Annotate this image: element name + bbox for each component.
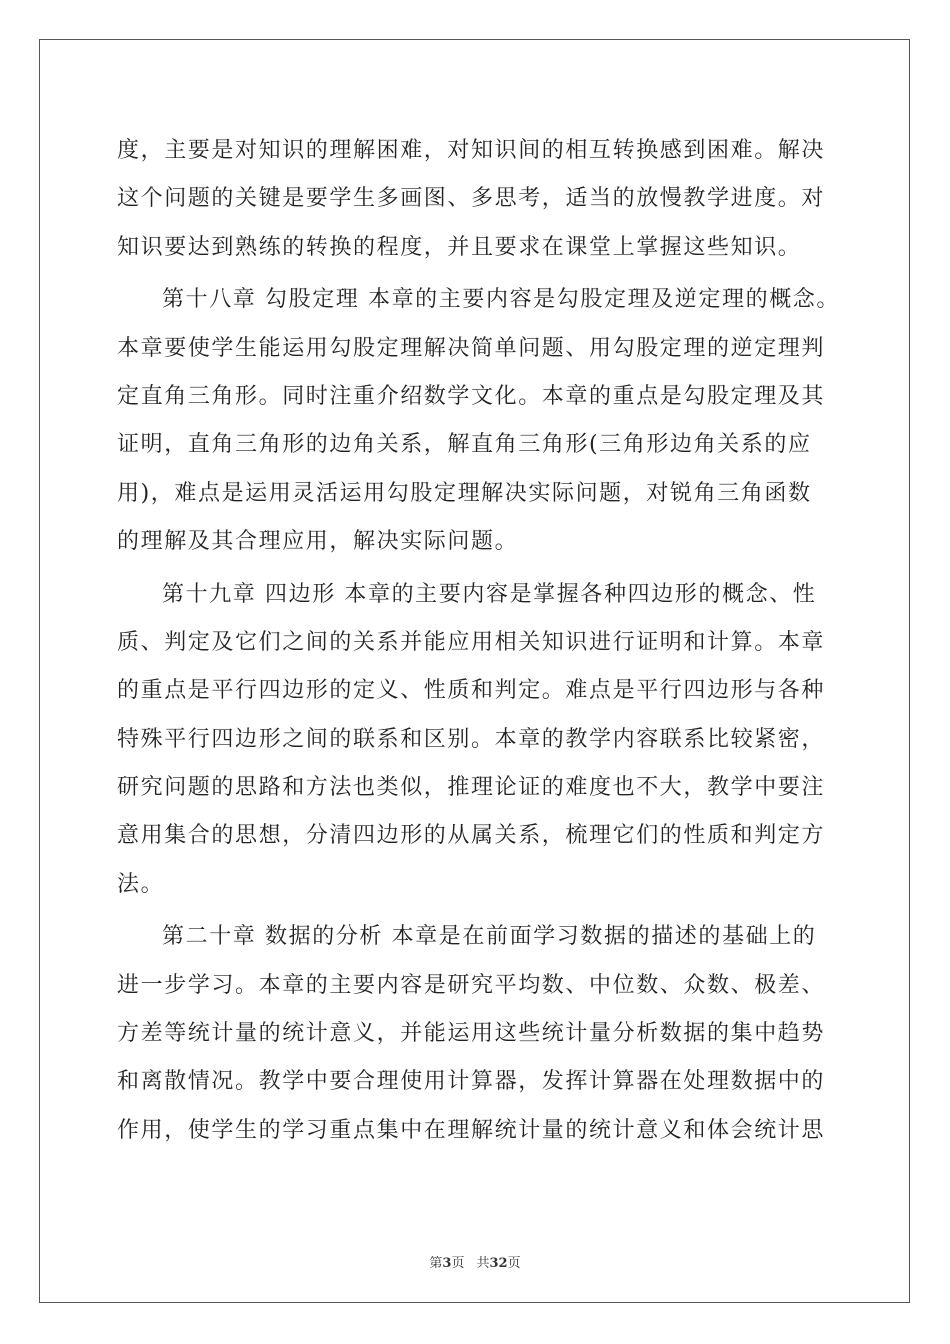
text-line: 第十八章 勾股定理 本章的主要内容是勾股定理及逆定理的概念。 — [162, 287, 840, 313]
text-line: 第十九章 四边形 本章的主要内容是掌握各种四边形的概念、性 — [162, 581, 817, 607]
page-number: 3 — [442, 1256, 452, 1271]
text-line: 的理解及其合理应用，解决实际问题。 — [117, 529, 519, 555]
text-line: 第二十章 数据的分析 本章是在前面学习数据的描述的基础上的 — [162, 924, 817, 950]
page-prefix: 第 — [429, 1256, 443, 1271]
paragraph — [117, 913, 837, 1155]
text-line: 质、判定及它们之间的关系并能应用相关知识进行证明和计算。本章 — [117, 629, 826, 655]
text-line: 特殊平行四边形之间的联系和区别。本章的教学内容联系比较紧密， — [117, 726, 826, 752]
text-line: 度，主要是对知识的理解困难，对知识间的相互转换感到困难。解决 — [117, 138, 826, 163]
page-suffix: 页 — [451, 1256, 465, 1271]
text-line: 证明，直角三角形的边角关系，解直角三角形(三角形边角关系的应 — [117, 432, 812, 458]
text-line: 法。 — [117, 871, 165, 897]
text-line: 本章要使学生能运用勾股定理解决简单问题、用勾股定理的逆定理判 — [117, 335, 826, 361]
text-line: 作用，使学生的学习重点集中在理解统计量的统计意义和体会统计思 — [117, 1117, 826, 1143]
text-line: 方差等统计量的统计意义，并能运用这些统计量分析数据的集中趋势 — [117, 1021, 826, 1047]
text-line: 研究问题的思路和方法也类似，推理论证的难度也不大，教学中要注 — [117, 775, 826, 801]
text-line: 这个问题的关键是要学生多画图、多思考，适当的放慢教学进度。对 — [117, 186, 826, 212]
text-line: 和离散情况。教学中要合理使用计算器，发挥计算器在处理数据中的 — [117, 1069, 826, 1095]
text-line: 用)，难点是运用灵活运用勾股定理解决实际问题，对锐角三角函数 — [117, 480, 812, 506]
total-prefix: 共 — [476, 1256, 490, 1271]
text-line: 知识要达到熟练的转换的程度，并且要求在课堂上掌握这些知识。 — [117, 234, 802, 260]
page-footer — [0, 1252, 950, 1271]
text-line: 定直角三角形。同时注重介绍数学文化。本章的重点是勾股定理及其 — [117, 383, 826, 409]
paragraph — [117, 276, 840, 566]
paragraph — [117, 127, 837, 272]
total-pages: 32 — [489, 1256, 508, 1271]
paragraph — [117, 571, 837, 910]
text-line: 进一步学习。本章的主要内容是研究平均数、中位数、众数、极差、 — [117, 972, 826, 998]
text-line: 的重点是平行四边形的定义、性质和判定。难点是平行四边形与各种 — [117, 678, 826, 704]
document-body — [117, 127, 840, 1155]
text-line: 意用集合的思想，分清四边形的从属关系，梳理它们的性质和判定方 — [117, 823, 826, 849]
total-suffix: 页 — [507, 1256, 521, 1271]
